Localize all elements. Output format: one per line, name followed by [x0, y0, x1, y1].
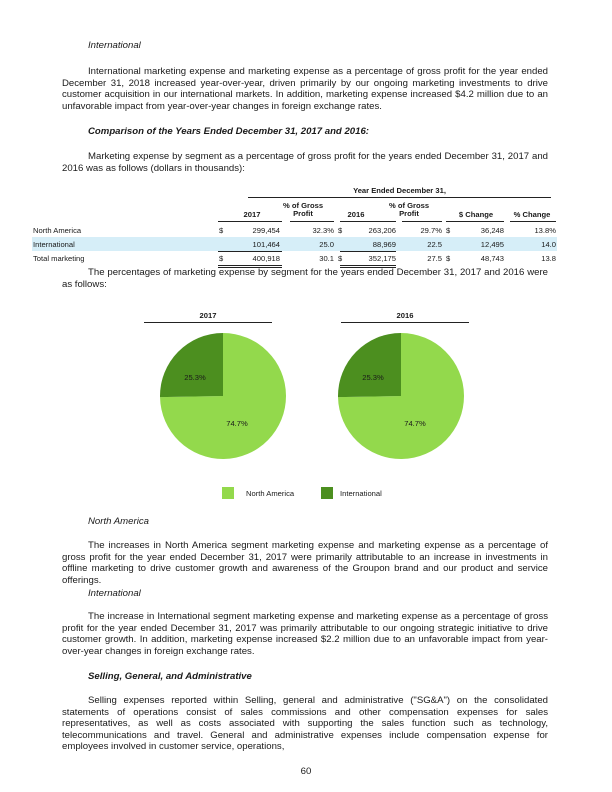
dollar-sign: $ — [446, 254, 451, 263]
col-header-dollar-change: $ Change — [458, 210, 494, 219]
comparison-heading: Comparison of the Years Ended December 31, 2017 and 2016: — [88, 126, 369, 137]
comparison-paragraph: Marketing expense by segment as a percentage of gross profit for the years ended December 31, 2017 and 2016 was as follows (dollars in thousands): — [62, 151, 548, 174]
north-america-heading: North America — [88, 516, 149, 527]
pct-2016: 22.5 — [427, 240, 442, 249]
dollar-sign: $ — [219, 254, 224, 263]
pct-change: 13.8 — [541, 254, 556, 263]
page-number: 60 — [300, 766, 312, 777]
legend-label-international: International — [340, 489, 382, 498]
pie-slice-international — [338, 333, 401, 397]
pct-2016: 27.5 — [427, 254, 442, 263]
value-2016: 88,969 — [372, 240, 396, 249]
value-2017: 299,454 — [252, 226, 280, 235]
legend-label-north-america: North America — [246, 489, 295, 498]
row-label: Total marketing — [33, 254, 85, 263]
dollar-sign: $ — [338, 254, 343, 263]
col-header-pct-2016: % of Gross Profit — [388, 201, 430, 218]
dollar-sign: $ — [338, 226, 343, 235]
legend-swatch-international — [321, 487, 333, 499]
pie-data-label: 74.7% — [404, 419, 426, 428]
pct-change: 14.0 — [541, 240, 556, 249]
dollar-change: 36,248 — [480, 226, 504, 235]
dollar-change: 48,743 — [480, 254, 504, 263]
pie-slice-international — [160, 333, 223, 397]
value-2016: 263,206 — [368, 226, 396, 235]
row-label: International — [33, 240, 75, 249]
dollar-sign: $ — [219, 226, 224, 235]
sga-paragraph: Selling expenses reported within Selling, general and administrative ("SG&A") on the consolidated statements of operations consist of sales commissions and other compensation expenses for sales representatives, as well as costs associated with supporting the sales function such as technology, telecommunications and travel. General and administrative expenses include compensation expense for employees involved in customer service, operations, — [62, 695, 548, 753]
pct-2016: 29.7% — [420, 226, 442, 235]
dollar-sign: $ — [446, 226, 451, 235]
value-2017: 101,464 — [252, 240, 280, 249]
pct-change: 13.8% — [534, 226, 556, 235]
north-america-paragraph: The increases in North America segment marketing expense and marketing expense as a percentage of gross profit for the year ended December 31, 2017 were primarily attributable to an increase in investments in offline marketing to drive customer growth and awareness of the Groupon brand and our product and service offerings. — [62, 540, 548, 586]
international-heading: International — [88, 40, 141, 51]
value-2017: 400,918 — [252, 254, 280, 263]
chart-title-2016: 2016 — [396, 311, 414, 320]
col-header-pct-change: % Change — [513, 210, 551, 219]
pie-data-label: 25.3% — [362, 373, 384, 382]
pie-data-label: 74.7% — [226, 419, 248, 428]
sga-heading: Selling, General, and Administrative — [88, 671, 252, 682]
percentages-paragraph: The percentages of marketing expense by segment for the years ended December 31, 2017 and 2016 were as follows: — [62, 267, 548, 290]
dollar-change: 12,495 — [480, 240, 504, 249]
pct-2017: 32.3% — [312, 226, 334, 235]
international-2-heading: International — [88, 588, 141, 599]
pct-2017: 25.0 — [319, 240, 334, 249]
row-label: North America — [33, 226, 82, 235]
international-2-paragraph: The increase in International segment marketing expense and marketing expense as a percentage of gross profit for the year ended December 31, 2017 was primarily attributable to our ongoing strategic initiative to drive customer growth. In addition, marketing expense increased $2.2 million due to an unfavorable impact from year-over-year changes in foreign exchange rates. — [62, 611, 548, 657]
chart-title-2017: 2017 — [199, 311, 217, 320]
col-header-2016: 2016 — [347, 210, 365, 219]
year-header: Year Ended December 31, — [353, 186, 446, 195]
col-header-2017: 2017 — [243, 210, 261, 219]
pie-data-label: 25.3% — [184, 373, 206, 382]
international-paragraph: International marketing expense and marketing expense as a percentage of gross profit for the year ended December 31, 2018 increased year-over-year, driven primarily by our ongoing marketing investments to drive customer acquisition in our international markets. In addition, marketing expense increased $4.2 million due to an unfavorable impact from year-over-year changes in foreign exchange rates. — [62, 66, 548, 112]
col-header-pct-2017: % of Gross Profit — [282, 201, 324, 218]
pct-2017: 30.1 — [319, 254, 334, 263]
legend-swatch-north-america — [222, 487, 234, 499]
value-2016: 352,175 — [368, 254, 396, 263]
